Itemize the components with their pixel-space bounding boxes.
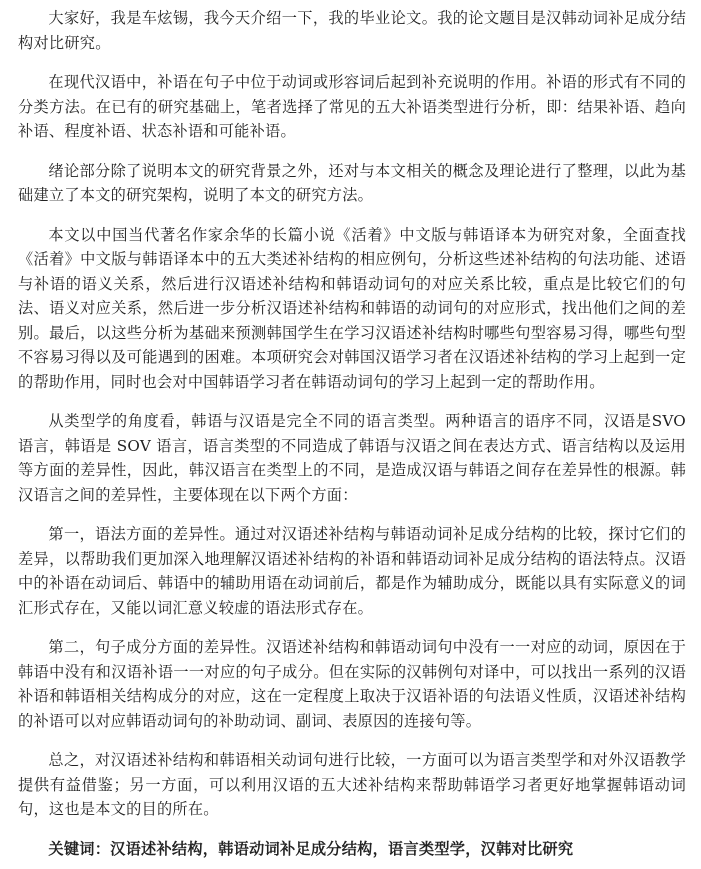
paragraph-gap xyxy=(18,55,686,70)
keywords-line: 关键词：汉语述补结构，韩语动词补足成分结构，语言类型学，汉韩对比研究 xyxy=(48,839,574,858)
paragraph-gap xyxy=(18,822,686,837)
paragraph-gap xyxy=(18,620,686,635)
document-page xyxy=(18,6,686,861)
paragraph-conclusion: 总之，对汉语述补结构和韩语相关动词句进行比较，一方面可以为语言类型学和对外汉语教学提供有益借鉴；另一方面，可以利用汉语的五大述补结构来帮助韩语学习者更好地掌握韩语动词句，这也是本文的目的所在。 xyxy=(18,751,686,818)
paragraph-introduction-section: 绪论部分除了说明本文的研究背景之外，还对与本文相关的概念及理论进行了整理，以此为基础建立了本文的研究架构，说明了本文的研究方法。 xyxy=(18,161,686,204)
paragraph-gap xyxy=(18,507,686,522)
paragraph-introduction: 大家好，我是车炫锡，我今天介绍一下，我的毕业论文。我的论文题目是汉韩动词补足成分结构对比研究。 xyxy=(18,9,686,52)
paragraph-sentence-difference: 第二，句子成分方面的差异性。汉语述补结构和韩语动词句中没有一一对应的动词，原因在于韩语中没有和汉语补语一一对应的句子成分。但在实际的汉韩例句对译中，可以找出一系列的汉语补语和韩语相关结构成分的对应，这在一定程度上取决于汉语补语的句法语义性质，汉语述补结构的补语可以对应韩语动词句的补助动词、副词、表原因的连接句等。 xyxy=(18,638,686,730)
paragraph-complement-types: 在现代汉语中，补语在句子中位于动词或形容词后起到补充说明的作用。补语的形式有不同的分类方法。在已有的研究基础上，笔者选择了常见的五大补语类型进行分析，即：结果补语、趋向补语、程度补语、状态补语和可能补语。 xyxy=(18,73,686,140)
paragraph-gap xyxy=(18,208,686,223)
paragraph-research-object: 本文以中国当代著名作家余华的长篇小说《活着》中文版与韩语译本为研究对象，全面查找《活着》中文版与韩语译本中的五大类述补结构的相应例句，分析这些述补结构的句法功能、述语与补语的语义关系，然后进行汉语述补结构和韩语动词句的对应关系比较，重点是比较它们的句法、语义对应关系，然后进一步分析汉语述补结构和韩语的动词句的对应形式，找出他们之间的差别。最后，以这些分析为基础来预测韩国学生在学习汉语述补结构时哪些句型容易习得，哪些句型不容易习得以及可能遇到的困难。本项研究会对韩国汉语学习者在汉语述补结构的学习上起到一定的帮助作用，同时也会对中国韩语学习者在韩语动词句的学习上起到一定的帮助作用。 xyxy=(18,225,686,391)
paragraph-gap xyxy=(18,733,686,748)
paragraph-typology: 从类型学的角度看，韩语与汉语是完全不同的语言类型。两种语言的语序不同，汉语是SVO 语言，韩语是 SOV 语言，语言类型的不同造成了韩语与汉语之间在表达方式、语言结构以及运用等方面的差异性，因此，韩汉语言在类型上的不同，是造成汉语与韩语之间存在差异性的根源。韩汉语言之间的差异性，主要体现在以下两个方面： xyxy=(18,412,686,504)
paragraph-grammar-difference: 第一，语法方面的差异性。通过对汉语述补结构与韩语动词补足成分结构的比较，探讨它们的差异，以帮助我们更加深入地理解汉语述补结构的补语和韩语动词补足成分结构的语法特点。汉语中的补语在动词后、韩语中的辅助用语在动词前后，都是作为辅助成分，既能以具有实际意义的词汇形式存在，又能以词汇意义较虚的语法形式存在。 xyxy=(18,525,686,617)
paragraph-gap xyxy=(18,394,686,409)
paragraph-gap xyxy=(18,144,686,159)
